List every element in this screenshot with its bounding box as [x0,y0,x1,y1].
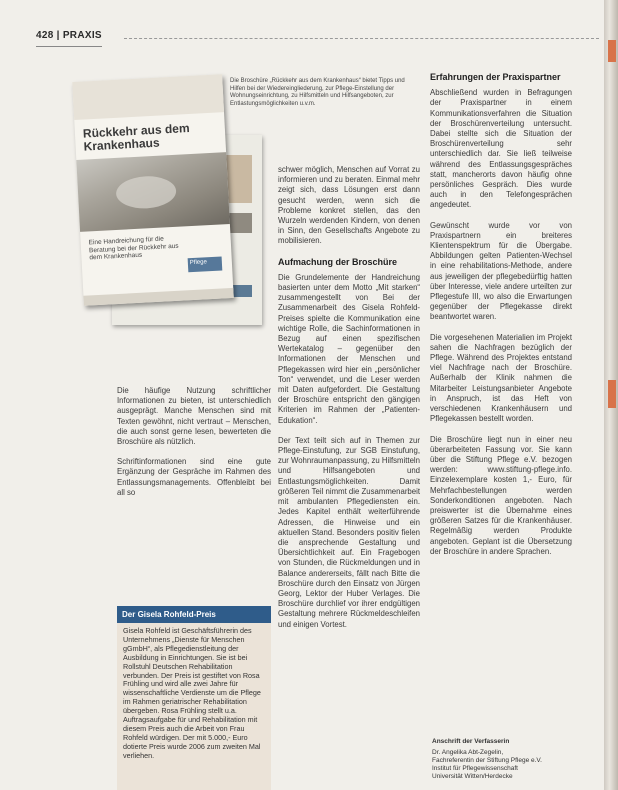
address-line: Institut für Pflegewissenschaft [432,765,518,772]
info-box-body: Gisela Rohfeld ist Geschäftsführerin des Unternehmens „Dienste für Menschen gGmbH“, als Pflegedienstleitung der Ausbildung in Einrichtungen. Sie ist bei Rollstuhl Deutschen Rehabilitation verbunden. Der Preis ist gestiftet von Rosa Frühling und wird alle zwei Jahre für wissenschaftliche Verdienste um die Pflege im Rahmen geriatrischer Rehabilitation übergeben. Rosa Frühling stellt u.a. Auftragsaufgabe für und Rehabilitation mit diesem Preis auch die Arbeit von Frau Rohfeld würdigen. Der mit 5.000,- Euro dotierte Preis wurde 2006 zum zweiten Mal verliehen. [123,626,261,760]
info-box-title: Der Gisela Rohfeld-Preis [117,606,271,623]
address-line: Fachreferentin der Stiftung Pflege e.V. [432,757,542,764]
publisher-logo-text: Pflege [189,259,208,267]
right-column [430,72,572,567]
paragraph: Die häufige Nutzung schriftlicher Informationen zu bieten, ist unterschiedlich ausgeprägt. Manche Menschen sind mit Texten gewöhnt, nicht vertraut – Menschen, die auch sonst gerne lesen, bewerteten die Broschüre als nützlich. [117,386,271,447]
cover-photo [76,152,230,232]
address-title: Anschrift der Verfasserin [432,738,510,745]
brochure-title: Rückkehr aus dem Krankenhaus [82,121,190,154]
section-heading: Aufmachung der Broschüre [278,256,398,267]
figure-caption: Die Broschüre „Rückkehr aus dem Krankenhaus“ bietet Tipps und Hilfen bei der Wiedereingliederung, zur Pflege-Einstellung der Wohnungseinrichtung, zu Hilfsmitteln und Hilfsangeboten, zur Entlastungsmöglichkeiten u.v.m. [230,78,405,107]
page-header: 428 | PRAXIS [36,30,102,41]
paragraph: Die Broschüre liegt nun in einer neu überarbeiteten Fassung vor. Sie kann über die Stiftung Pflege e.V. bezogen werden: www.stiftung-pflege.info. Einzelexemplare kosten 1,- Euro, für Mehrfachbestellungen werden Sonderkonditionen angeboten. Nach preiswerter ist die Übernahme eines größeren Satzes für die Krankenhäuser. Regelmäßig werden Produkte angeboten. Geplant ist die Übersetzung der Broschüre in andere Sprachen. [430,434,572,556]
header-rule [124,38,599,39]
address-line: Dr. Angelika Abt-Zegelin, [432,749,504,756]
paragraph: schwer möglich, Menschen auf Vorrat zu informieren und zu beraten. Einmal mehr zeigt sich, dass Lösungen erst dann gesucht werden, wenn sich die Probleme konkret stellen, das den Wurzeln werdenden Kindern, von denen in Sinn, den Gesellschafts Angebote zu mobilisieren. [278,165,420,246]
paragraph: Der Text teilt sich auf in Themen zur Pflege-Einstufung, zur SGB Einstufung, zur Wohnraumanpassung, zu Hilfsmitteln und Hilfsangeboten und Entlastungsmöglichkeiten. Damit größeren Teil nimmt die Zusammenarbeit mit ambulanten Pflegediensten ein. Jedes Kapitel enthält weiterführende Adressen, die Hinweise und ein aktuellen Stand. Besonders positiv fielen die ansprechende Gestaltung und Übersichtlichkeit auf. Ein Fragebogen von Stunden, die Rückmeldungen und in Balance andererseits, fällt nach Bitte die Broschüre durch den Einsatz von Jürgen Georg, Lektor der Huber Verlages. Die Broschüre durchlief vor ihrer endgültigen Gestaltung mehrere Rückmeldeschleifen und einigen Vortest. [278,435,420,629]
paragraph: Gewünscht wurde vor von Praxispartnern ein breiteres Klientenspektrum für die Übergabe. Abbildungen gelten Patienten-Wechsel in eine rehabilitations-Methode, andere aus jeweiligen der pflegebedürftig hatten über Interesse, viele andere urteilten zur Pflegestufe III, wo also die Erwartungen gegenüber der Pflegekasse direkt beantwortet waren. [430,220,572,322]
section-tab-marker [608,380,616,408]
author-address [432,738,592,781]
brochure-subtitle: Eine Handreichung für die Beratung bei der Rückkehr aus dem Krankenhaus [88,235,179,262]
brochure-front-cover [72,74,234,306]
header-underline [36,46,102,47]
middle-column [278,165,420,640]
cover-band [72,74,224,120]
section-heading: Erfahrungen der Praxispartner [430,72,561,82]
address-line: Universität Witten/Herdecke [432,773,513,780]
paragraph: Abschließend wurden in Befragungen der Praxispartner in einem Kommunikationsverfahren die Situation der Broschürenverteilung untersucht. Dabei stellte sich die Situation der Broschürenverteilung sehr unterschiedlich dar. Sie ließ teilweise während des Entlassungsgespräches statt, mancherorts davon häufig ohne persönliches Gespräch. Dies wurde auch in den Telefongesprächen angedeutet. [430,88,572,210]
info-box [117,606,271,790]
section-tab-marker [608,40,616,62]
paragraph: Die Grundelemente der Handreichung basierten unter dem Motto „Mit starken“ zusammengestellt von Bei der Zusammenarbeit des Gisela Rohfeld-Preises spielte die Kommunikation eine wichtige Rolle, die Sachinformationen in Bezug auf einen spezifischen Wertekatalog – gegenüber den Informationen der Menschen und Pflegekassen wird hier ein „persönlicher Ton“ verwendet, und die Leser werden mit Daten aufgefordert. Die Gestaltung der Broschüre entspricht den gängigen Kriterien im Rahmen der „Patienten-Edukation“. [278,272,420,425]
left-column [117,386,271,508]
paragraph: Die vorgesehenen Materialien im Projekt sahen die Nachfragen bezüglich der Pflege. Während des Projektes entstand viel Nachfrage nach der Broschüre. Außerhalb der Klinik nahmen die Mitarbeiter Leistungsanbieter Angebote in Anspruch, ist das Heft von verschiedenen Krankenhäusern und Pflegekassen bestellt worden. [430,332,572,424]
paragraph: Schriftinformationen sind eine gute Ergänzung der Gespräche im Rahmen des Entlassungsmanagements. Offenbleibt bei all so [117,457,271,497]
